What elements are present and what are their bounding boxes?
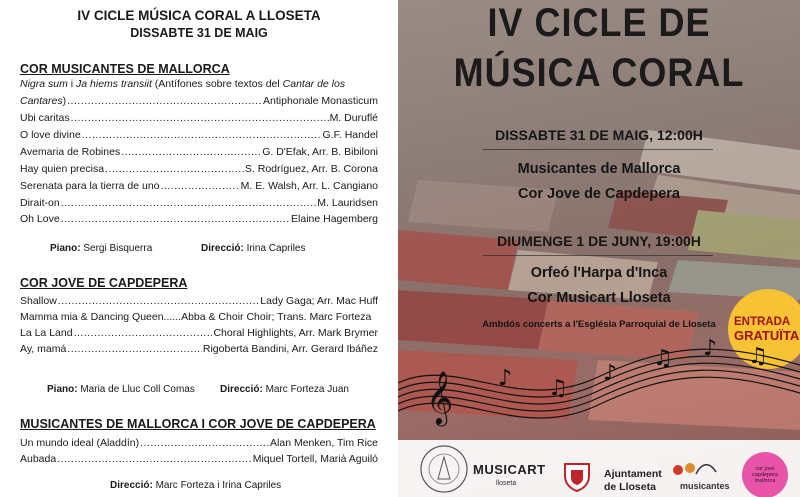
dot-leader: [67, 95, 262, 108]
credit-name: Marc Forteza Juan: [265, 384, 349, 395]
dot-leader: [105, 163, 244, 176]
credit-label: Piano:: [47, 384, 78, 395]
ajuntament-logo-line2: de Lloseta: [604, 481, 656, 493]
work-title: Mamma mia & Dancing Queen......Abba: [20, 311, 206, 323]
dot-leader: [57, 453, 252, 466]
svg-text:♫: ♫: [748, 344, 768, 369]
composer: M. E. Walsh, Arr. L. Cangiano: [240, 180, 378, 192]
piano-credit: [50, 243, 152, 254]
concert2-date: DIUMENGE 1 DE JUNY, 19:00H: [497, 233, 701, 249]
harpa-seal-icon: [418, 443, 470, 495]
sponsor-logos: [398, 440, 800, 497]
composer: G. D'Efak, Arr. B. Bibiloni: [262, 146, 378, 158]
intro-text: ): [62, 95, 67, 107]
program-row: [20, 112, 378, 125]
dot-leader: [67, 343, 202, 356]
program-row: [20, 343, 378, 356]
concert2-choir: Orfeó l'Harpa d'Inca: [530, 265, 668, 281]
poster-panel: [398, 0, 800, 497]
concert1-choir: Cor Jove de Capdepera: [518, 186, 680, 202]
program-row: [20, 197, 378, 210]
program-row: [20, 163, 378, 176]
dot-leader: [140, 437, 269, 450]
work-title: Ja hiems transiit: [76, 78, 152, 90]
composer: Alan Menken, Tim Rice: [270, 437, 378, 449]
program-row: [20, 146, 378, 159]
concert1-choir: Musicantes de Mallorca: [517, 161, 681, 177]
program-row: [20, 437, 378, 450]
section-title-cor-jove: COR JOVE DE CAPDEPERA: [20, 276, 188, 290]
work-title: Cantar de los: [282, 78, 346, 90]
musicantes-mark-icon: [670, 460, 720, 480]
work-title: Hay quien precisa: [20, 163, 105, 175]
composer: G.F. Handel: [322, 129, 378, 141]
dot-leader: [58, 295, 260, 308]
dot-leader: [161, 180, 240, 193]
dot-leader: [61, 213, 290, 226]
composer: Miquel Tortell, Marià Aguiló: [252, 453, 378, 465]
composer: Elaine Hagemberg: [291, 213, 378, 225]
work-title: Oh Love: [20, 213, 60, 225]
work-title: Nigra sum: [20, 78, 68, 90]
program-row: [20, 327, 378, 340]
svg-text:♪: ♪: [603, 361, 618, 386]
direction-credit: [110, 480, 281, 491]
composer: M. Lauridsen: [317, 197, 378, 209]
cor-jove-logo-text: cor jove capdepera mallorca: [752, 466, 778, 484]
intro-line-1: [20, 78, 345, 91]
credit-label: Direcció:: [220, 384, 263, 395]
program-panel: [0, 0, 398, 497]
program-row: [20, 180, 378, 193]
work-title: Aubada: [20, 453, 57, 465]
cor-jove-logo: [742, 452, 788, 497]
intro-text: i: [67, 78, 77, 90]
credit-label: Piano:: [50, 243, 81, 254]
composer: Antiphonale Monasticum: [263, 95, 378, 107]
dot-leader: [61, 197, 317, 210]
credit-name: Marc Forteza i Irina Capriles: [155, 480, 282, 491]
work-title: Shallow: [20, 295, 57, 307]
direction-credit: [201, 243, 306, 254]
musicart-logo: MUSICART: [473, 462, 546, 477]
dot-leader: [82, 129, 322, 142]
concert1-date: DISSABTE 31 DE MAIG, 12:00H: [495, 127, 703, 143]
concert2-choir: Cor Musicart Lloseta: [527, 290, 671, 306]
work-title: Ay, mamá: [20, 343, 67, 355]
credit-name: Maria de Lluc Coll Comas: [80, 384, 195, 395]
composer: Rigoberta Bandini, Arr. Gerard Ibáñez: [202, 343, 378, 355]
work-title: Ubi caritas: [20, 112, 70, 124]
program-row: [20, 295, 378, 308]
poster-title-line2: MÚSICA CORAL: [453, 49, 745, 95]
work-title: Un mundo ideal (Aladdín): [20, 437, 140, 449]
musicart-logo-sub: lloseta: [496, 480, 517, 487]
badge-line1: ENTRADA: [734, 316, 791, 328]
program-row: [20, 453, 378, 466]
section-title-joint: MUSICANTES DE MALLORCA I COR JOVE DE CAPDEPERA: [20, 417, 376, 431]
program-title: IV CICLE MÚSICA CORAL A LLOSETA: [77, 8, 321, 23]
composer: Choral Highlights, Arr. Mark Brymer: [213, 327, 378, 339]
work-title: Dirait-on: [20, 197, 60, 209]
svg-text:♪: ♪: [498, 366, 513, 391]
music-staff-decoration: [398, 325, 800, 435]
treble-clef-icon: 𝄞: [426, 370, 454, 424]
dot-leader: [121, 146, 261, 159]
svg-text:♪: ♪: [703, 336, 718, 361]
dot-leader: [71, 112, 329, 125]
direction-credit: [220, 384, 349, 395]
lloseta-shield-icon: [563, 462, 591, 492]
credit-label: Direcció:: [201, 243, 244, 254]
work-title: Cantares: [20, 95, 63, 107]
work-title: Serenata para la tierra de uno: [20, 180, 160, 192]
program-row: [20, 311, 371, 324]
dot-leader: [74, 327, 213, 340]
work-title: Avemaria de Robines: [20, 146, 121, 158]
composer: & Choir Choir; Trans. Marc Forteza: [205, 311, 372, 323]
composer: Lady Gaga; Arr. Mac Huff: [260, 295, 378, 307]
composer: M. Duruflé: [329, 112, 378, 124]
badge-line2: GRATUÏTA: [734, 328, 800, 343]
poster-title-line1: IV CICLE DE: [487, 0, 711, 45]
musicantes-logo: musicantes: [680, 481, 730, 491]
composer: S. Rodríguez, Arr. B. Corona: [244, 163, 378, 175]
work-title: La La Land: [20, 327, 73, 339]
svg-text:♫: ♫: [653, 346, 673, 371]
program-row: [20, 213, 378, 226]
svg-text:♫: ♫: [548, 376, 568, 401]
credit-name: Sergi Bisquerra: [83, 243, 153, 254]
divider: [483, 255, 713, 256]
piano-credit: [47, 384, 195, 395]
program-date: DISSABTE 31 DE MAIG: [130, 26, 268, 40]
venue-text: Ambdós concerts a l'Església Parroquial de Lloseta: [482, 319, 716, 330]
divider: [483, 149, 713, 150]
program-row: [20, 95, 378, 108]
program-row: [20, 129, 378, 142]
ajuntament-logo-line1: Ajuntament: [604, 468, 662, 480]
work-title: O love divine: [20, 129, 81, 141]
credit-name: Irina Capriles: [246, 243, 306, 254]
section-title-musicantes: COR MUSICANTES DE MALLORCA: [20, 62, 230, 76]
credit-label: Direcció:: [110, 480, 153, 491]
intro-text: (Antífones sobre textos del: [151, 78, 283, 90]
intro-work-cont: [20, 95, 66, 108]
